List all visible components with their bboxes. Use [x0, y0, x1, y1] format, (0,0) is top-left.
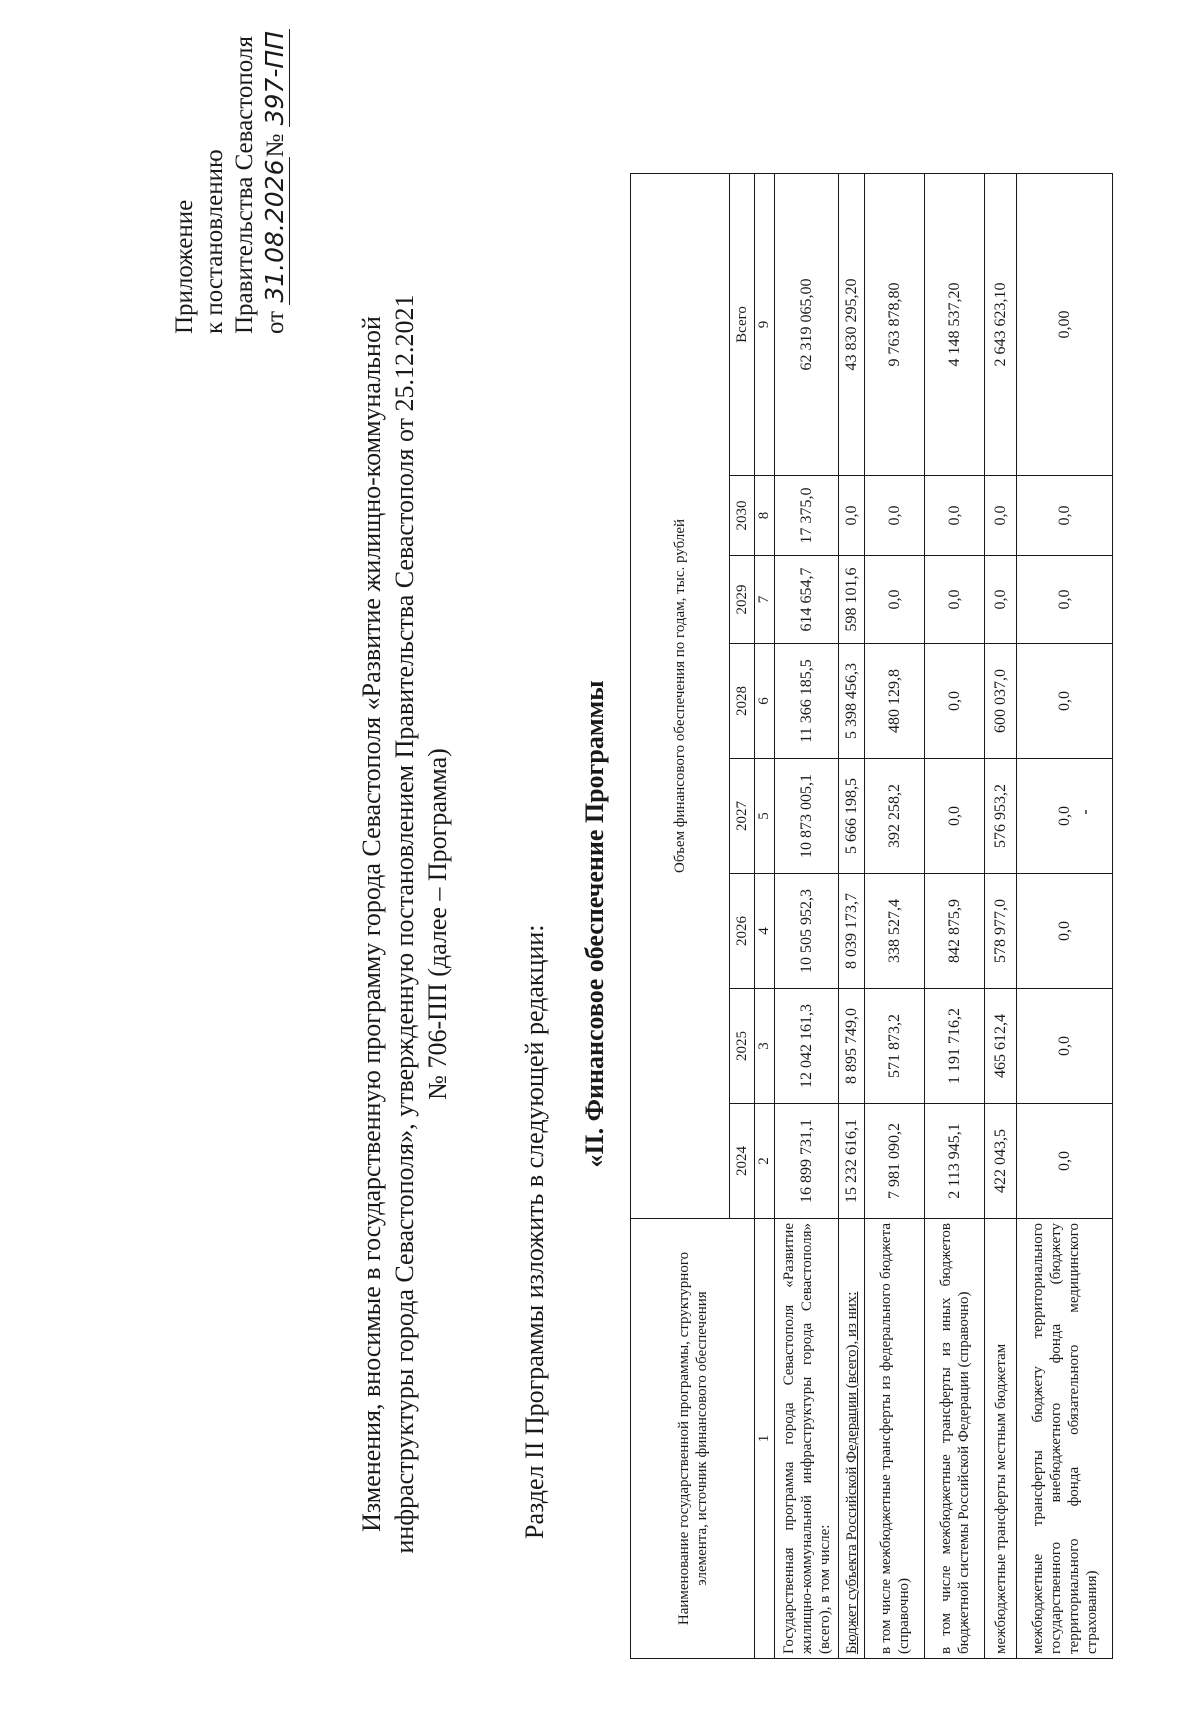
- row-value: 10 873 005,1: [775, 759, 839, 874]
- row-value: 0,0: [865, 476, 925, 556]
- row-value: 614 654,7: [775, 556, 839, 644]
- column-index: 6: [755, 644, 775, 759]
- row-total: 43 830 295,20: [839, 173, 865, 475]
- row-value: 2 113 945,1: [925, 1104, 985, 1219]
- row-value: 7 981 090,2: [865, 1104, 925, 1219]
- row-value: 0,0: [839, 476, 865, 556]
- appendix-stamp: [170, 29, 291, 334]
- row-value: 392 258,2: [865, 759, 925, 874]
- row-total: 2 643 623,10: [985, 173, 1017, 475]
- table-header-row: [631, 173, 730, 1658]
- row-total: 9 763 878,80: [865, 173, 925, 475]
- row-value: 571 873,2: [865, 989, 925, 1104]
- row-value: 11 366 185,5: [775, 644, 839, 759]
- date-prefix: от: [262, 310, 289, 334]
- stamp-line-date-number: [260, 29, 291, 334]
- row-value: 5 666 198,5: [839, 759, 865, 874]
- row-value: 0,0: [1017, 874, 1113, 989]
- row-value: 0,0: [985, 556, 1017, 644]
- document-title: [355, 174, 454, 1674]
- title-line-1: Изменения, вносимые в государственную программу города Севастополя «Развитие жилищно-коммунальной: [357, 316, 386, 1532]
- table-row: [925, 173, 985, 1658]
- column-index: 8: [755, 476, 775, 556]
- column-index: 2: [755, 1104, 775, 1219]
- year-header: 2026: [730, 874, 755, 989]
- year-header: 2028: [730, 644, 755, 759]
- row-value: 578 977,0: [985, 874, 1017, 989]
- row-value: 0,0: [1017, 759, 1113, 874]
- table-row: [839, 173, 865, 1658]
- row-value: 0,0: [985, 476, 1017, 556]
- column-index: 4: [755, 874, 775, 989]
- handwritten-number: 397-ПП: [260, 31, 289, 126]
- row-value: 1 191 716,2: [925, 989, 985, 1104]
- section-heading: «II. Финансовое обеспечение Программы: [580, 680, 609, 1168]
- column-index: 5: [755, 759, 775, 874]
- row-name: Бюджет субъекта Российской Федерации (всего), из них:: [839, 1219, 865, 1659]
- row-value: 16 899 731,1: [775, 1104, 839, 1219]
- scan-speck: [1085, 810, 1087, 814]
- row-name: в том числе межбюджетные трансферты из федерального бюджета (справочно): [865, 1219, 925, 1659]
- row-value: 5 398 456,3: [839, 644, 865, 759]
- title-line-3: № 706-ПП (далее – Программа): [423, 748, 452, 1100]
- row-total: 4 148 537,20: [925, 173, 985, 475]
- stamp-line-resolution: к постановлению: [201, 149, 228, 334]
- year-header: 2027: [730, 759, 755, 874]
- row-value: 8 039 173,7: [839, 874, 865, 989]
- row-value: 0,0: [1017, 644, 1113, 759]
- table-row: [865, 173, 925, 1658]
- row-value: 0,0: [925, 644, 985, 759]
- row-value: 480 129,8: [865, 644, 925, 759]
- row-name: в том числе межбюджетные трансферты из иных бюджетов бюджетной системы Российской Федерации (справочно): [925, 1219, 985, 1659]
- total-header: Всего: [730, 173, 755, 475]
- financing-table: [630, 173, 1113, 1659]
- stamp-line-appendix: Приложение: [171, 199, 198, 334]
- table-row: [775, 173, 839, 1658]
- row-value: 465 612,4: [985, 989, 1017, 1104]
- row-name: межбюджетные трансферты местным бюджетам: [985, 1219, 1017, 1659]
- row-name: Государственная программа города Севастополя «Развитие жилищно-коммунальной инфраструктуры города Севастополя» (всего), в том числе:: [775, 1219, 839, 1659]
- stamp-line-government: Правительства Севастополя: [231, 36, 258, 334]
- row-value: 598 101,6: [839, 556, 865, 644]
- row-value: 0,0: [925, 556, 985, 644]
- row-value: 0,0: [1017, 989, 1113, 1104]
- row-total: 62 319 065,00: [775, 173, 839, 475]
- header-volume-cell: Объем финансового обеспечения по годам, тыс. рублей: [631, 173, 730, 1218]
- column-index: 1: [755, 1219, 775, 1659]
- row-value: 600 037,0: [985, 644, 1017, 759]
- table-row: [1017, 173, 1113, 1658]
- row-value: 0,0: [1017, 476, 1113, 556]
- row-value: 15 232 616,1: [839, 1104, 865, 1219]
- handwritten-date: 31.08.2026: [260, 159, 289, 303]
- row-value: 0,0: [1017, 556, 1113, 644]
- row-value: 338 527,4: [865, 874, 925, 989]
- column-index: 9: [755, 173, 775, 475]
- column-index-row: [755, 173, 775, 1658]
- row-value: 0,0: [925, 476, 985, 556]
- section-intro: Раздел II Программы изложить в следующей редакции:: [520, 924, 549, 1539]
- row-value: 422 043,5: [985, 1104, 1017, 1219]
- row-value: 10 505 952,3: [775, 874, 839, 989]
- table-row: [985, 173, 1017, 1658]
- year-header: 2029: [730, 556, 755, 644]
- row-value: 842 875,9: [925, 874, 985, 989]
- row-total: 0,00: [1017, 173, 1113, 475]
- row-value: 8 895 749,0: [839, 989, 865, 1104]
- row-value: 17 375,0: [775, 476, 839, 556]
- row-value: 576 953,2: [985, 759, 1017, 874]
- row-value: 12 042 161,3: [775, 989, 839, 1104]
- year-header: 2024: [730, 1104, 755, 1219]
- row-name: межбюджетные трансферты бюджету территориального государственного внебюджетного фонда (бюджету территориального фонда обязательного медицинского страхования): [1017, 1219, 1113, 1659]
- number-prefix: №: [262, 133, 289, 158]
- header-name-cell: Наименование государственной программы, структурного элемента, источник финансового обеспечения: [631, 1219, 755, 1659]
- title-line-2: инфраструктуры города Севастополя», утвержденную постановлением Правительства Севастополя от 25.12.2021: [390, 294, 419, 1554]
- row-value: 0,0: [865, 556, 925, 644]
- column-index: 3: [755, 989, 775, 1104]
- year-header: 2025: [730, 989, 755, 1104]
- row-value: 0,0: [1017, 1104, 1113, 1219]
- year-header: 2030: [730, 476, 755, 556]
- row-value: 0,0: [925, 759, 985, 874]
- column-index: 7: [755, 556, 775, 644]
